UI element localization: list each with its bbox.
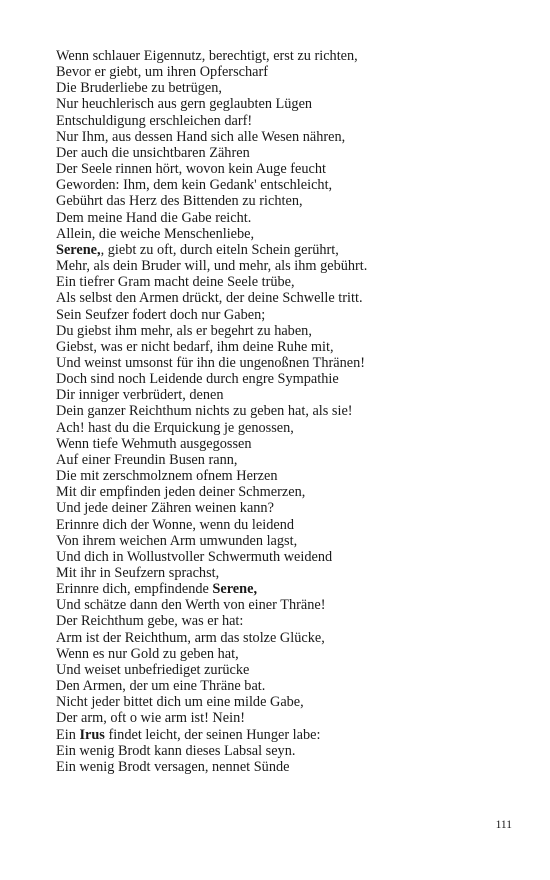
poem-line-text: Mit ihr in Seufzern sprachst, [56, 565, 220, 581]
poem-line-text: Du giebst ihm mehr, als er begehrt zu haben, [56, 322, 312, 339]
poem-text [56, 48, 526, 775]
poem-line [56, 226, 526, 242]
poem-line-text: Und jede deiner Zähren weinen kann? [56, 500, 274, 517]
poem-line [56, 290, 526, 306]
poem-line-text: Und weiset unbefriediget zurücke [56, 661, 250, 678]
poem-line-text: Auf einer Freundin Busen rann, [56, 451, 238, 468]
poem-line-text: Geworden: Ihm, dem kein Gedank' entschleicht, [56, 177, 333, 194]
poem-line [56, 161, 526, 177]
poem-line [56, 500, 526, 516]
poem-line [56, 387, 526, 403]
poem-line [56, 64, 526, 80]
poem-line-text: Mehr, als dein Bruder will, und mehr, als ihm gebührt. [56, 258, 368, 275]
poem-line [56, 274, 526, 290]
poem-line [56, 210, 526, 226]
poem-line [56, 517, 526, 533]
poem-line-text: Doch sind noch Leidende durch engre Sympathie [56, 371, 339, 388]
poem-line-text: , giebt zu oft, durch eiteln Schein gerührt, [100, 241, 339, 258]
poem-line [56, 468, 526, 484]
poem-line [56, 129, 526, 145]
poem-line [56, 96, 526, 112]
poem-line [56, 420, 526, 436]
poem-line [56, 662, 526, 678]
poem-line-text: Arm ist der Reichthum, arm das stolze Glücke, [56, 629, 325, 646]
poem-line-text: Wenn es nur Gold zu geben hat, [56, 645, 239, 662]
poem-line [56, 177, 526, 193]
poem-line-text: Ein wenig Brodt versagen, nennet Sünde [56, 758, 290, 775]
poem-line-text: Wenn tiefe Wehmuth ausgegossen [56, 435, 252, 452]
poem-line [56, 630, 526, 646]
poem-line [56, 565, 526, 581]
poem-line [56, 759, 526, 775]
poem-line-text: Ach! hast du die Erquickung je genossen, [56, 419, 294, 436]
poem-line [56, 113, 526, 129]
poem-line-text: Mit dir empfinden jeden deiner Schmerzen, [56, 484, 306, 501]
poem-line-text: Erinnre dich, empfindende [56, 581, 213, 598]
poem-line [56, 646, 526, 662]
poem-line [56, 258, 526, 274]
poem-line [56, 452, 526, 468]
poem-line-text: Entschuldigung erschleichen darf! [56, 112, 253, 129]
name-serene: Serene, [56, 241, 101, 258]
poem-line-text: Giebst, was er nicht bedarf, ihm deine Ruhe mit, [56, 338, 334, 355]
poem-line-text: Wenn schlauer Eigennutz, berechtigt, erst zu richten, [56, 48, 358, 64]
poem-line-text: Als selbst den Armen drückt, der deine Schwelle tritt. [56, 290, 363, 307]
poem-line [56, 355, 526, 371]
poem-line-text: Und dich in Wollustvoller Schwermuth weidend [56, 548, 333, 565]
poem-line-text: Die Bruderliebe zu betrügen, [56, 80, 222, 97]
name-irus: Irus [79, 726, 105, 743]
poem-line [56, 597, 526, 613]
poem-line-text: Dem meine Hand die Gabe reicht. [56, 209, 252, 226]
poem-line-text: Der Seele rinnen hört, wovon kein Auge feucht [56, 161, 326, 178]
poem-line-text: Dir inniger verbrüdert, denen [56, 387, 224, 404]
poem-line-text: Nicht jeder bittet dich um eine milde Gabe, [56, 694, 304, 711]
poem-line-text: Die mit zerschmolznem ofnem Herzen [56, 468, 278, 485]
poem-line-text: findet leicht, der seinen Hunger labe: [104, 726, 321, 743]
poem-line-text: Ein tiefrer Gram macht deine Seele trübe, [56, 274, 295, 291]
name-serene: Serene, [212, 581, 258, 598]
poem-line [56, 743, 526, 759]
poem-line [56, 678, 526, 694]
poem-line [56, 549, 526, 565]
poem-line [56, 323, 526, 339]
poem-line-text: Und schätze dann den Werth von einer Thräne! [56, 597, 326, 614]
poem-line-text: Ein wenig Brodt kann dieses Labsal seyn. [56, 742, 296, 759]
poem-line [56, 436, 526, 452]
page-number: 111 [495, 819, 512, 831]
poem-line [56, 581, 526, 597]
poem-line [56, 484, 526, 500]
poem-line [56, 242, 526, 258]
poem-line-text: Gebührt das Herz des Bittenden zu richten, [56, 193, 303, 210]
poem-line-text: Der arm, oft o wie arm ist! Nein! [56, 710, 245, 727]
poem-line [56, 307, 526, 323]
poem-line-text: Von ihrem weichen Arm umwunden lagst, [56, 532, 298, 549]
poem-line-text: Sein Seufzer fodert doch nur Gaben; [56, 306, 266, 323]
poem-line [56, 727, 526, 743]
poem-line-text: Allein, die weiche Menschenliebe, [56, 225, 255, 242]
poem-line [56, 533, 526, 549]
poem-line [56, 145, 526, 161]
poem-line [56, 613, 526, 629]
poem-line-text: Und weinst umsonst für ihn die ungenoßnen Thränen! [56, 354, 366, 371]
poem-line-text: Nur heuchlerisch aus gern geglaubten Lügen [56, 96, 313, 113]
poem-line-text: Der auch die unsichtbaren Zähren [56, 144, 250, 161]
poem-line [56, 710, 526, 726]
poem-line-text: Ein [56, 726, 80, 743]
poem-line [56, 403, 526, 419]
poem-line-text: Nur Ihm, aus dessen Hand sich alle Wesen nähren, [56, 128, 346, 145]
poem-line-text: Bevor er giebt, um ihren Opferscharf [56, 64, 268, 81]
poem-line-text: Der Reichthum gebe, was er hat: [56, 613, 244, 630]
poem-line [56, 80, 526, 96]
poem-line-text: Den Armen, der um eine Thräne bat. [56, 678, 266, 695]
poem-line-text: Dein ganzer Reichthum nichts zu geben hat, als sie! [56, 403, 353, 420]
poem-line [56, 694, 526, 710]
poem-line [56, 193, 526, 209]
poem-line [56, 339, 526, 355]
poem-line-text: Erinnre dich der Wonne, wenn du leidend [56, 516, 294, 533]
poem-line [56, 371, 526, 387]
poem-line [56, 48, 526, 64]
